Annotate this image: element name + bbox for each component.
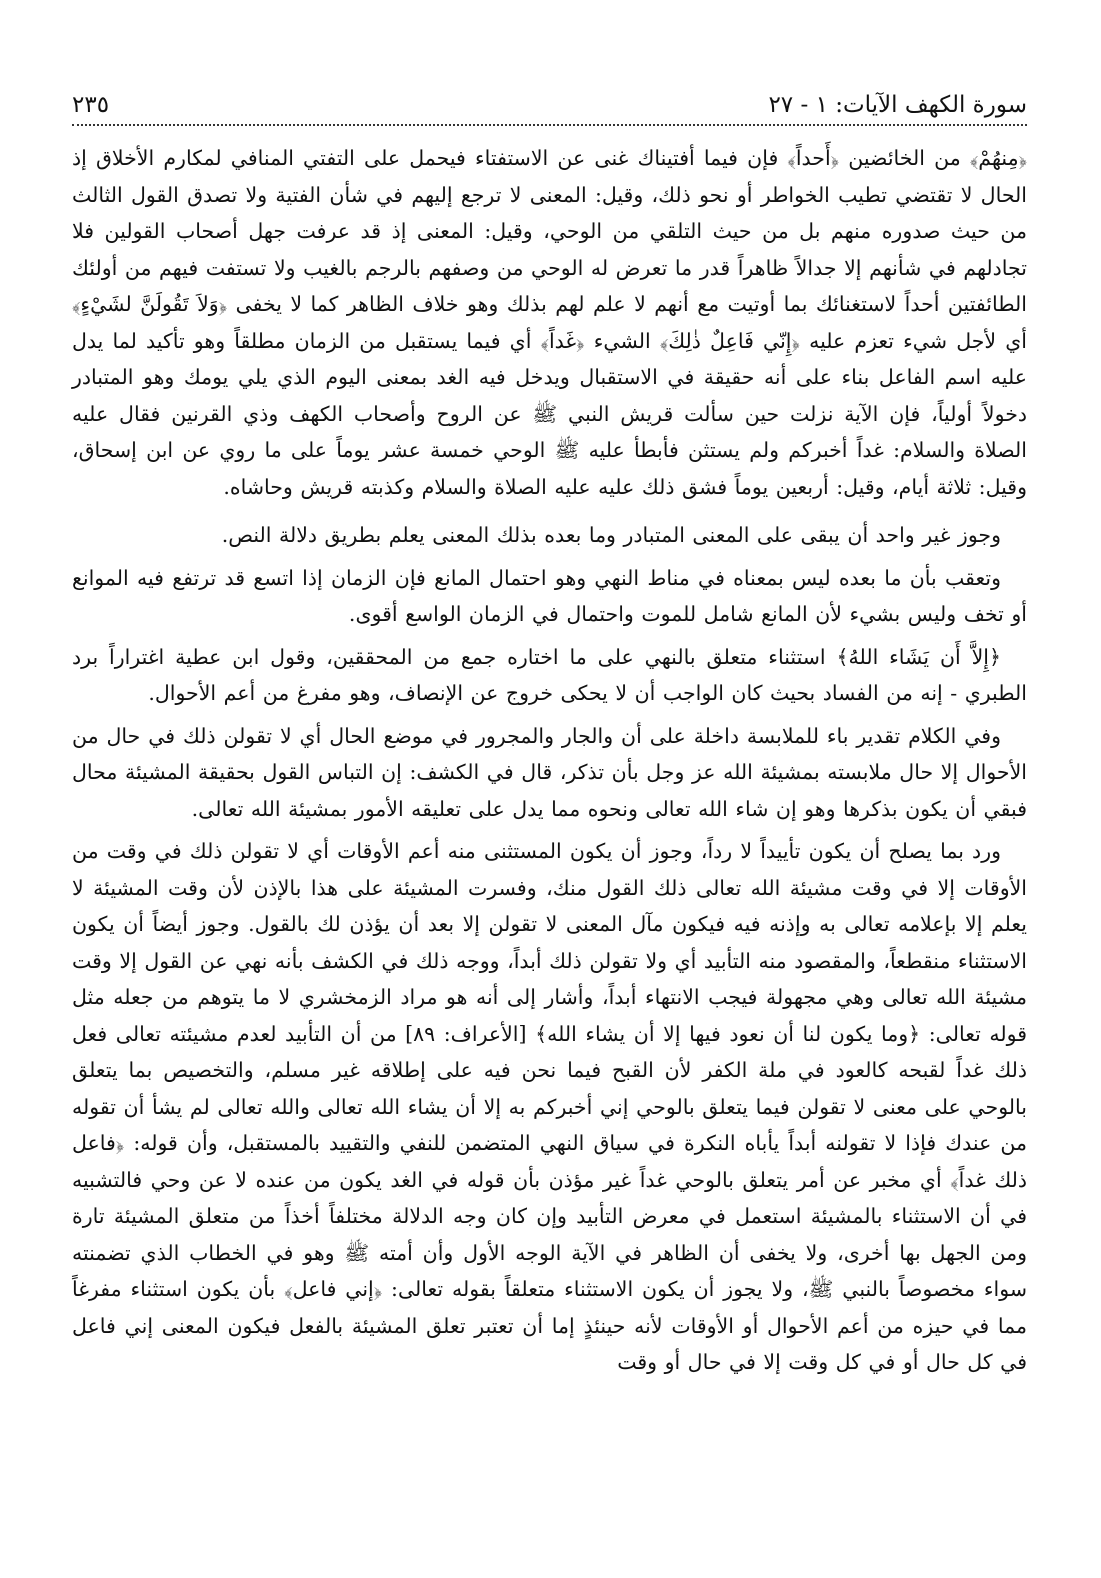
running-title: سورة الكهف الآيات: ١ - ٢٧ (768, 92, 1027, 118)
page-number: ٢٣٥ (72, 92, 110, 118)
paragraph-1: ﴿مِنهُمْ﴾ من الخائضين ﴿أَحداً﴾ فإن فيما أفتيناك غنى عن الاستفتاء فيحمل على التفتي المنافي لمكارم الأخلاق إذ الحال لا تقتضي تطيب الخواطر أو نحو ذلك، وقيل: المعنى لا ترجع إليهم في شأن الفتية ولا تصدق القول الثالث من حيث صدوره منهم بل من حيث التلقي من الوحي، وقيل: المعنى إذ قد عرفت جهل أصحاب القولين فلا تجادلهم في شأنهم إلا جدالاً ظاهراً قدر ما تعرض له الوحي من وصفهم بالرجم بالغيب ولا تستفت فيهم من أولئك الطائفتين أحداً لاستغنائك بما أوتيت مع أنهم لا علم لهم بذلك وهو خلاف الظاهر كما لا يخفى ﴿وَلاَ تَقُولَنَّ لشَيْءٍ﴾ أي لأجل شيء تعزم عليه ﴿إِنّي فَاعِلٌ ذٰلِكَ﴾ الشيء ﴿غَداً﴾ أي فيما يستقبل من الزمان مطلقاً وهو تأكيد لما يدل عليه اسم الفاعل بناء على أنه حقيقة في الاستقبال ويدخل فيه الغد بمعنى اليوم الذي يلي يومك وهو المتبادر دخولاً أولياً، فإن الآية نزلت حين سألت قريش النبي ﷺ عن الروح وأصحاب الكهف وذي القرنين فقال عليه الصلاة والسلام: غداً أخبركم ولم يستثن فأبطأ عليه ﷺ الوحي خمسة عشر يوماً على ما روي عن ابن إسحاق، وقيل: ثلاثة أيام، وقيل: أربعين يوماً فشق ذلك عليه عليه الصلاة والسلام وكذبته قريش وحاشاه. (72, 146, 1027, 499)
paragraph-2: وجوز غير واحد أن يبقى على المعنى المتبادر وما بعده بذلك المعنى يعلم بطريق دلالة النص. (221, 523, 1001, 547)
paragraph-3: وتعقب بأن ما بعده ليس بمعناه في مناط النهي وهو احتمال المانع فإن الزمان إذا اتسع قد ترتفع فيه الموانع أو تخف وليس بشيء لأن المانع شامل للموت واحتمال في الزمان الواسع أقوى. (72, 565, 1027, 626)
paragraph-5: وفي الكلام تقدير باء للملابسة داخلة على أن والجار والمجرور في موضع الحال أي لا تقولن ذلك في حال من الأحوال إلا حال ملابسته بمشيئة الله عز وجل بأن تذكر، قال في الكشف: إن التباس القول بحقيقة المشيئة محال فبقي أن يكون بذكرها وهو إن شاء الله تعالى ونحوه مما يدل على تعليقه الأمور بمشيئة الله تعالى. (72, 723, 1027, 821)
paragraph-4: ﴿إِلاَّ أَن يَشَاء اللهُ﴾ استثناء متعلق بالنهي على ما اختاره جمع من المحققين، وقول ابن عطية اغتراراً برد الطبري - إنه من الفساد بحيث كان الواجب أن لا يحكى خروج عن الإنصاف، وهو مفرغ من أعم الأحوال. (72, 644, 1027, 705)
page-header (72, 92, 1027, 126)
paragraph-6: ورد بما يصلح أن يكون تأييداً لا رداً، وجوز أن يكون المستثنى منه أعم الأوقات أي لا تقولن ذلك في وقت من الأوقات إلا في وقت مشيئة الله تعالى ذلك القول منك، وفسرت المشيئة على هذا بالإذن لأن وقت المشيئة لا يعلم إلا بإعلامه تعالى به وإذنه فيه فيكون مآل المعنى لا تقولن إلا بعد أن يؤذن لك بالقول. وجوز أيضاً أن يكون الاستثناء منقطعاً، والمقصود منه التأبيد أي ولا تقولن ذلك أبداً، ووجه ذلك في الكشف بأنه نهي عن القول إلا وقت مشيئة الله تعالى وهي مجهولة فيجب الانتهاء أبداً، وأشار إلى أنه هو مراد الزمخشري لا ما يتوهم من جعله مثل قوله تعالى: ﴿وما يكون لنا أن نعود فيها إلا أن يشاء الله﴾ [الأعراف: ٨٩] من أن التأبيد لعدم مشيئته تعالى فعل ذلك غداً لقبحه كالعود في ملة الكفر لأن القبح فيما نحن فيه على إطلاقه غير مسلم، والتخصيص بما يتعلق بالوحي على معنى لا تقولن فيما يتعلق بالوحي إني أخبركم به إلا أن يشاء الله تعالى والله تعالى لم يشأ أن تقوله من عندك فإذا لا تقولنه أبداً يأباه النكرة في سياق النهي المتضمن للنفي والتقييد بالمستقبل، وأن قوله: ﴿فاعل ذلك غداً﴾ أي مخبر عن أمر يتعلق بالوحي غداً غير مؤذن بأن قوله في الغد يكون من عنده لا عن وحي فالتشبيه في أن الاستثناء بالمشيئة استعمل في معرض التأبيد وإن كان وجه الدلالة مختلفاً أخذاً من متعلق المشيئة تارة ومن الجهل بها أخرى، ولا يخفى أن الظاهر في الآية الوجه الأول وأن أمته ﷺ وهو في الخطاب الذي تضمنته سواء مخصوصاً بالنبي ﷺ، ولا يجوز أن يكون الاستثناء متعلقاً بقوله تعالى: ﴿إني فاعل﴾ بأن يكون استثناء مفرغاً مما في حيزه من أعم الأحوال أو الأوقات لأنه حينئذٍ إما أن تعتبر تعلق المشيئة بالفعل فيكون المعنى إني فاعل في كل حال أو في كل وقت إلا في حال أو وقت (72, 839, 1027, 1374)
